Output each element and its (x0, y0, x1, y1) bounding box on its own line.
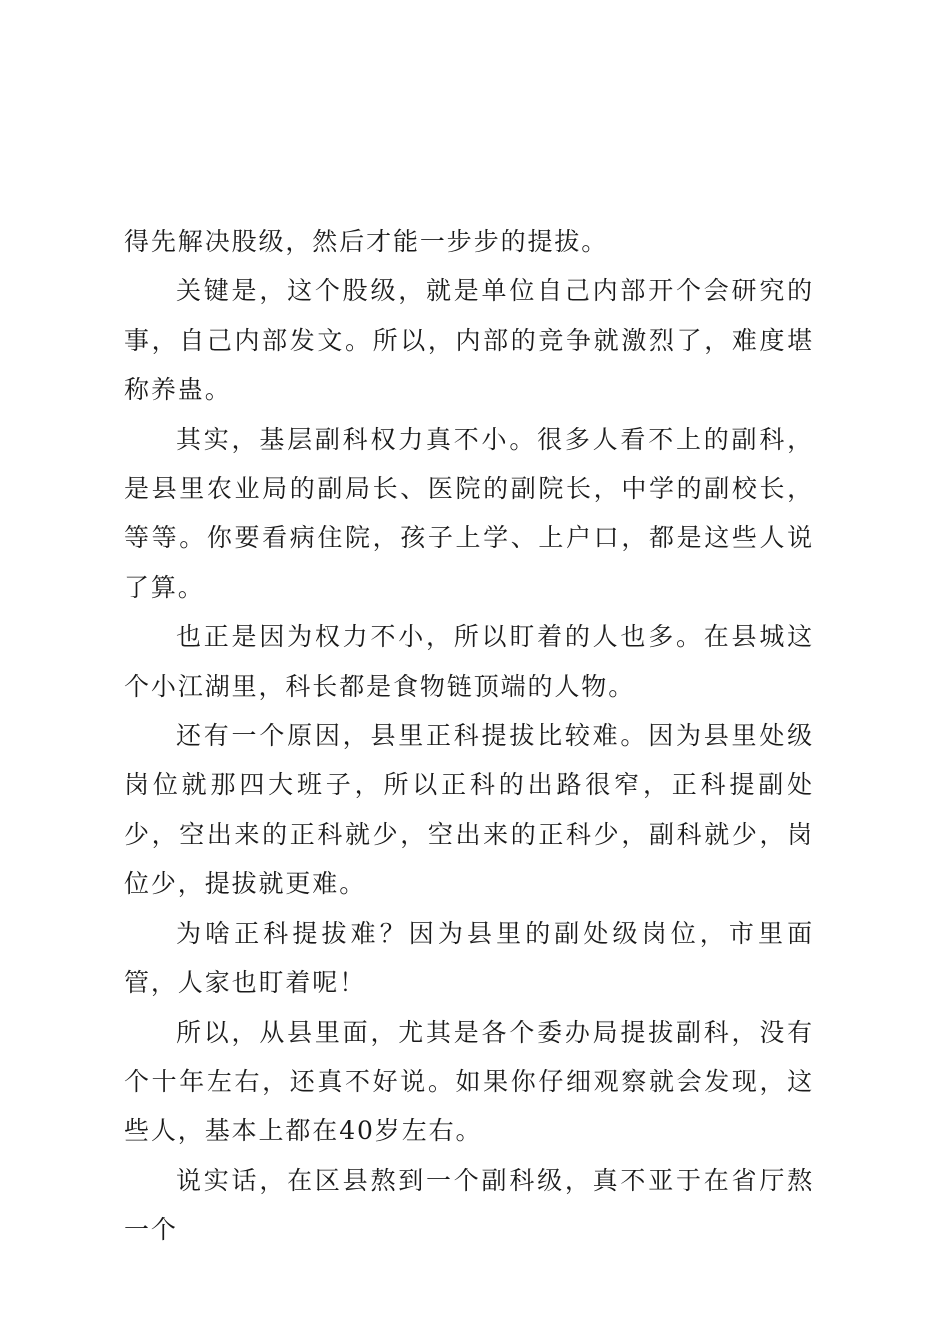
paragraph: 也正是因为权力不小，所以盯着的人也多。在县城这个小江湖里，科长都是食物链顶端的人物。 (124, 622, 814, 701)
paragraph: 为啥正科提拔难？因为县里的副处级岗位，市里面管，人家也盯着呢！ (124, 918, 814, 998)
paragraph: 所以，从县里面，尤其是各个委办局提拔副科，没有个十年左右，还真不好说。如果你仔细观察就会发现，这些人，基本上都在40岁左右。 (124, 1017, 814, 1146)
document-body (124, 217, 814, 1255)
paragraph: 说实话，在区县熬到一个副科级，真不亚于在省厅熬一个 (124, 1165, 814, 1245)
paragraph: 其实，基层副科权力真不小。很多人看不上的副科，是县里农业局的副局长、医院的副院长，中学的副校长，等等。你要看病住院，孩子上学、上户口，都是这些人说了算。 (124, 424, 814, 602)
paragraph: 关键是，这个股级，就是单位自己内部开个会研究的事，自己内部发文。所以，内部的竞争就激烈了，难度堪称养蛊。 (124, 276, 814, 405)
paragraph: 还有一个原因，县里正科提拔比较难。因为县里处级岗位就那四大班子，所以正科的出路很窄，正科提副处少，空出来的正科就少，空出来的正科少，副科就少，岗位少，提拔就更难。 (124, 721, 814, 899)
paragraph: 得先解决股级，然后才能一步步的提拔。 (124, 227, 609, 256)
